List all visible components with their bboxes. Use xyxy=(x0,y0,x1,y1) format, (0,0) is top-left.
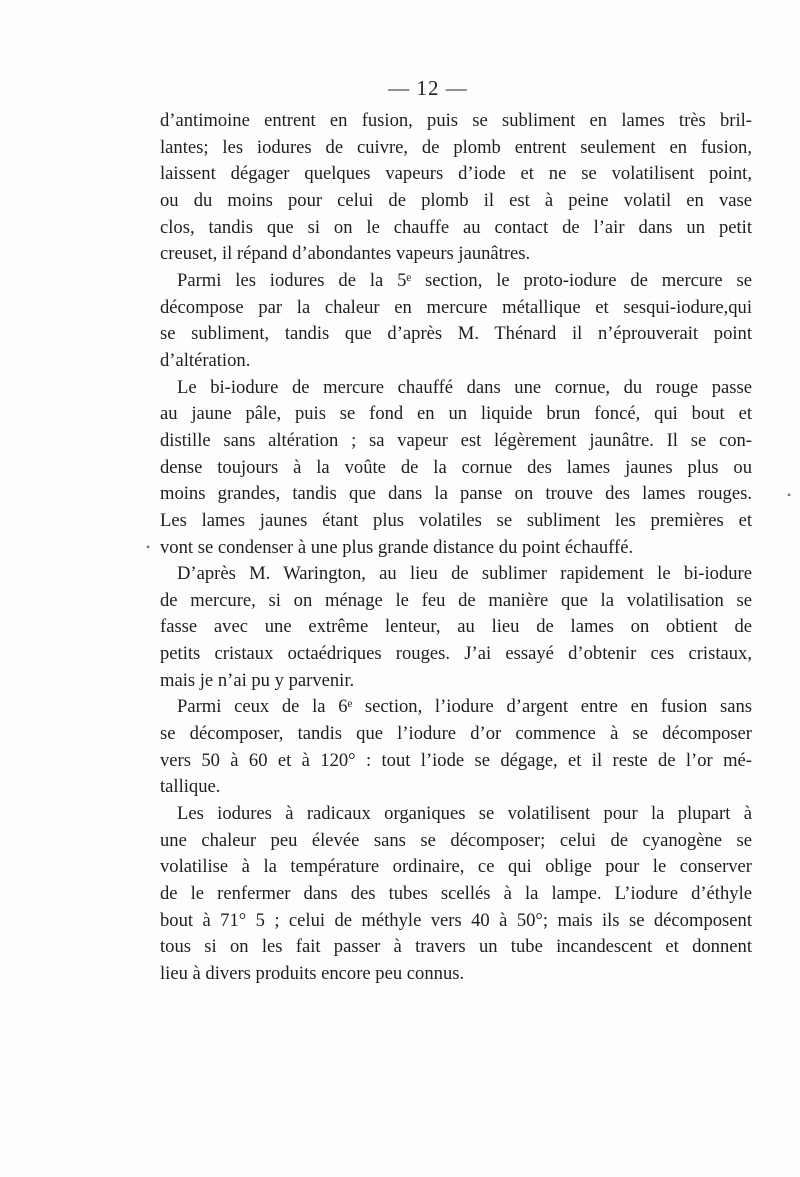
text-line: lieu à divers produits encore peu connus. xyxy=(160,963,465,984)
text-line: d’antimoine entrent en fusion, puis se subliment en lames très bril- xyxy=(160,110,752,131)
text-line: tallique. xyxy=(160,776,221,798)
text-line: Le bi-iodure de mercure chauffé dans une cornue, du rouge passe xyxy=(177,376,752,398)
text-line: creuset, il répand d’abondantes vapeurs jaunâtres. xyxy=(160,243,531,265)
text-line: mais je n’ai pu y parvenir. xyxy=(160,669,355,691)
text-line: d’altération. xyxy=(160,349,251,371)
text-line: dense toujours à la voûte de la cornue des lames jaunes plus ou xyxy=(160,456,752,478)
text-line: vers 50 à 60 et à 120° : tout l’iode se dégage, et il reste de l’or mé- xyxy=(160,749,752,771)
text-line: volatilise à la température ordinaire, ce qui oblige pour le conserver xyxy=(160,856,752,878)
text-line: au jaune pâle, puis se fond en un liquide brun foncé, qui bout et xyxy=(160,403,752,425)
text-line: décompose par la chaleur en mercure métallique et sesqui-iodure,qui xyxy=(160,296,752,318)
body-text xyxy=(160,108,752,988)
margin-speck: • xyxy=(146,540,151,554)
text-line: une chaleur peu élevée sans se décomposer; celui de cyanogène se xyxy=(160,829,752,851)
text-line: laissent dégager quelques vapeurs d’iode et ne se volatilisent point, xyxy=(160,163,752,185)
text-line: Les iodures à radicaux organiques se volatilisent pour la plupart à xyxy=(177,803,752,825)
text-line: Les lames jaunes étant plus volatiles se subliment les premières et xyxy=(160,509,752,531)
text-line: de mercure, si on ménage le feu de manière que la volatilisation se xyxy=(160,589,752,611)
page-number: — 12 — xyxy=(388,76,468,100)
text-line: distille sans altération ; sa vapeur est légèrement jaunâtre. Il se con- xyxy=(160,429,752,451)
text-line: lantes; les iodures de cuivre, de plomb entrent seulement en fusion, xyxy=(160,136,752,158)
text-line: ou du moins pour celui de plomb il est à peine volatil en vase xyxy=(160,189,752,211)
text-line: petits cristaux octaédriques rouges. J’ai essayé d’obtenir ces cristaux, xyxy=(160,643,752,665)
text-line: tous si on les fait passer à travers un tube incandescent et donnent xyxy=(160,936,752,958)
text-line: Parmi ceux de la 6ᵉ section, l’iodure d’argent entre en fusion sans xyxy=(177,696,752,718)
text-line: Parmi les iodures de la 5ᵉ section, le proto-iodure de mercure se xyxy=(177,269,752,291)
margin-speck: • xyxy=(787,488,792,502)
text-line: se décomposer, tandis que l’iodure d’or commence à se décomposer xyxy=(160,723,752,745)
text-line: fasse avec une extrême lenteur, au lieu de lames on obtient de xyxy=(160,616,752,638)
text-line: moins grandes, tandis que dans la panse on trouve des lames rouges. xyxy=(160,483,752,505)
text-line: clos, tandis que si on le chauffe au contact de l’air dans un petit xyxy=(160,216,752,238)
text-line: D’après M. Warington, au lieu de sublimer rapidement le bi-iodure xyxy=(177,563,752,585)
text-line: de le renfermer dans des tubes scellés à la lampe. L’iodure d’éthyle xyxy=(160,883,752,905)
text-line: vont se condenser à une plus grande distance du point échauffé. xyxy=(160,536,634,558)
text-line: se subliment, tandis que d’après M. Thénard il n’éprouverait point xyxy=(160,323,752,345)
text-line: bout à 71° 5 ; celui de méthyle vers 40 à 50°; mais ils se décomposent xyxy=(160,909,752,931)
